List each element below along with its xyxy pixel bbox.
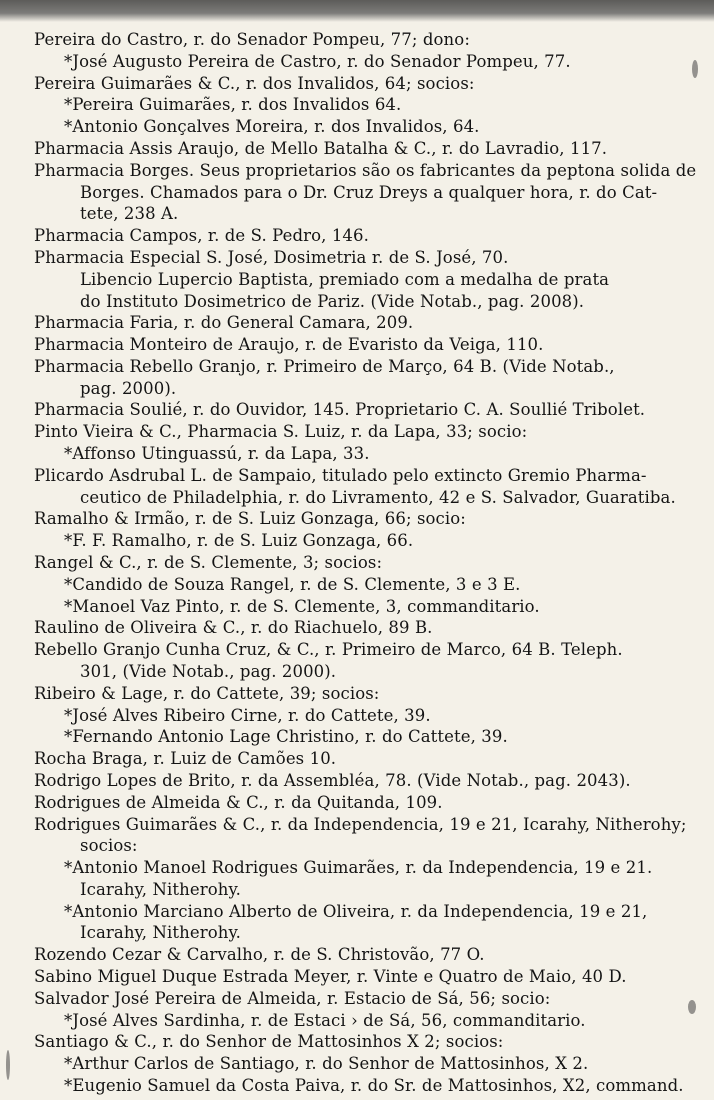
entry-line: Pharmacia Faria, r. do General Camara, 209. bbox=[34, 313, 414, 332]
entry-line: Sabino Miguel Duque Estrada Meyer, r. Vinte e Quatro de Maio, 40 D. bbox=[34, 967, 627, 986]
entry-line: Borges. Chamados para o Dr. Cruz Dreys a qualquer hora, r. do Cat- bbox=[80, 183, 658, 202]
entry-line: *Pereira Guimarães, r. dos Invalidos 64. bbox=[64, 95, 402, 114]
entry-line: Plicardo Asdrubal L. de Sampaio, titulado pelo extincto Gremio Pharma- bbox=[34, 466, 647, 485]
entry-line: Icarahy, Nitherohy. bbox=[80, 923, 242, 942]
entry-line: *Fernando Antonio Lage Christino, r. do Cattete, 39. bbox=[64, 727, 508, 746]
entry-line: Pereira Guimarães & C., r. dos Invalidos, 64; socios: bbox=[34, 74, 475, 93]
entry-line: Icarahy, Nitherohy. bbox=[80, 880, 242, 899]
entry-line: 301, (Vide Notab., pag. 2000). bbox=[80, 662, 337, 681]
entry-line: Santiago & C., r. do Senhor de Mattosinhos X 2; socios: bbox=[34, 1032, 504, 1051]
entry-line: Pharmacia Assis Araujo, de Mello Batalha & C., r. do Lavradio, 117. bbox=[34, 139, 608, 158]
entry-line: Pharmacia Soulié, r. do Ouvidor, 145. Proprietario C. A. Soullié Tribolet. bbox=[34, 400, 646, 419]
entry-line: *José Augusto Pereira de Castro, r. do Senador Pompeu, 77. bbox=[64, 52, 571, 71]
entry-line: Pharmacia Monteiro de Araujo, r. de Evaristo da Veiga, 110. bbox=[34, 335, 544, 354]
entry-line: ceutico de Philadelphia, r. do Livramento, 42 e S. Salvador, Guaratiba. bbox=[80, 488, 676, 507]
entry-line: Pharmacia Especial S. José, Dosimetria r. de S. José, 70. bbox=[34, 248, 509, 267]
entry-line: Ribeiro & Lage, r. do Cattete, 39; socios: bbox=[34, 684, 380, 703]
entry-line: *Eugenio Samuel da Costa Paiva, r. do Sr. de Mattosinhos, X2, command. bbox=[64, 1076, 684, 1095]
entry-line: Salvador José Pereira de Almeida, r. Estacio de Sá, 56; socio: bbox=[34, 989, 551, 1008]
entry-line: *Antonio Marciano Alberto de Oliveira, r. da Independencia, 19 e 21, bbox=[64, 902, 648, 921]
entry-line: Rebello Granjo Cunha Cruz, & C., r. Primeiro de Marco, 64 B. Teleph. bbox=[34, 640, 623, 659]
entry-line: Pharmacia Campos, r. de S. Pedro, 146. bbox=[34, 226, 369, 245]
entry-line: *Candido de Souza Rangel, r. de S. Clemente, 3 e 3 E. bbox=[64, 575, 521, 594]
entry-line: Rozendo Cezar & Carvalho, r. de S. Christovão, 77 O. bbox=[34, 945, 485, 964]
entry-line: Raulino de Oliveira & C., r. do Riachuelo, 89 B. bbox=[34, 618, 433, 637]
entry-line: Pharmacia Borges. Seus proprietarios são os fabricantes da peptona solida de bbox=[34, 161, 697, 180]
entry-line: tete, 238 A. bbox=[80, 204, 179, 223]
entry-line: *Antonio Manoel Rodrigues Guimarães, r. da Independencia, 19 e 21. bbox=[64, 858, 653, 877]
entry-line: pag. 2000). bbox=[80, 379, 177, 398]
entry-line: *Affonso Utinguassú, r. da Lapa, 33. bbox=[64, 444, 370, 463]
entry-line: *Arthur Carlos de Santiago, r. do Senhor de Mattosinhos, X 2. bbox=[64, 1054, 589, 1073]
entry-line: socios: bbox=[80, 836, 138, 855]
entry-line: Pinto Vieira & C., Pharmacia S. Luiz, r. da Lapa, 33; socio: bbox=[34, 422, 528, 441]
entry-line: Libencio Lupercio Baptista, premiado com a medalha de prata bbox=[80, 270, 610, 289]
entry-line: *Manoel Vaz Pinto, r. de S. Clemente, 3, commanditario. bbox=[64, 597, 540, 616]
entry-line: Rocha Braga, r. Luiz de Camões 10. bbox=[34, 749, 337, 768]
entry-line: *Antonio Gonçalves Moreira, r. dos Invalidos, 64. bbox=[64, 117, 480, 136]
entry-line: Ramalho & Irmão, r. de S. Luiz Gonzaga, 66; socio: bbox=[34, 509, 466, 528]
entry-line: Pereira do Castro, r. do Senador Pompeu, 77; dono: bbox=[34, 30, 470, 49]
entry-line: do Instituto Dosimetrico de Pariz. (Vide Notab., pag. 2008). bbox=[80, 292, 585, 311]
entry-line: *José Alves Sardinha, r. de Estaci › de Sá, 56, commanditario. bbox=[64, 1011, 586, 1030]
entry-line: Rodrigues de Almeida & C., r. da Quitanda, 109. bbox=[34, 793, 443, 812]
entry-line: Rangel & C., r. de S. Clemente, 3; socios: bbox=[34, 553, 383, 572]
entry-line: Rodrigo Lopes de Brito, r. da Assembléa, 78. (Vide Notab., pag. 2043). bbox=[34, 771, 631, 790]
entry-line: *F. F. Ramalho, r. de S. Luiz Gonzaga, 66. bbox=[64, 531, 414, 550]
entry-line: Pharmacia Rebello Granjo, r. Primeiro de Março, 64 B. (Vide Notab., bbox=[34, 357, 615, 376]
entry-line: Rodrigues Guimarães & C., r. da Independencia, 19 e 21, Icarahy, Nitherohy; bbox=[34, 815, 687, 834]
entry-line: *José Alves Ribeiro Cirne, r. do Cattete, 39. bbox=[64, 706, 431, 725]
